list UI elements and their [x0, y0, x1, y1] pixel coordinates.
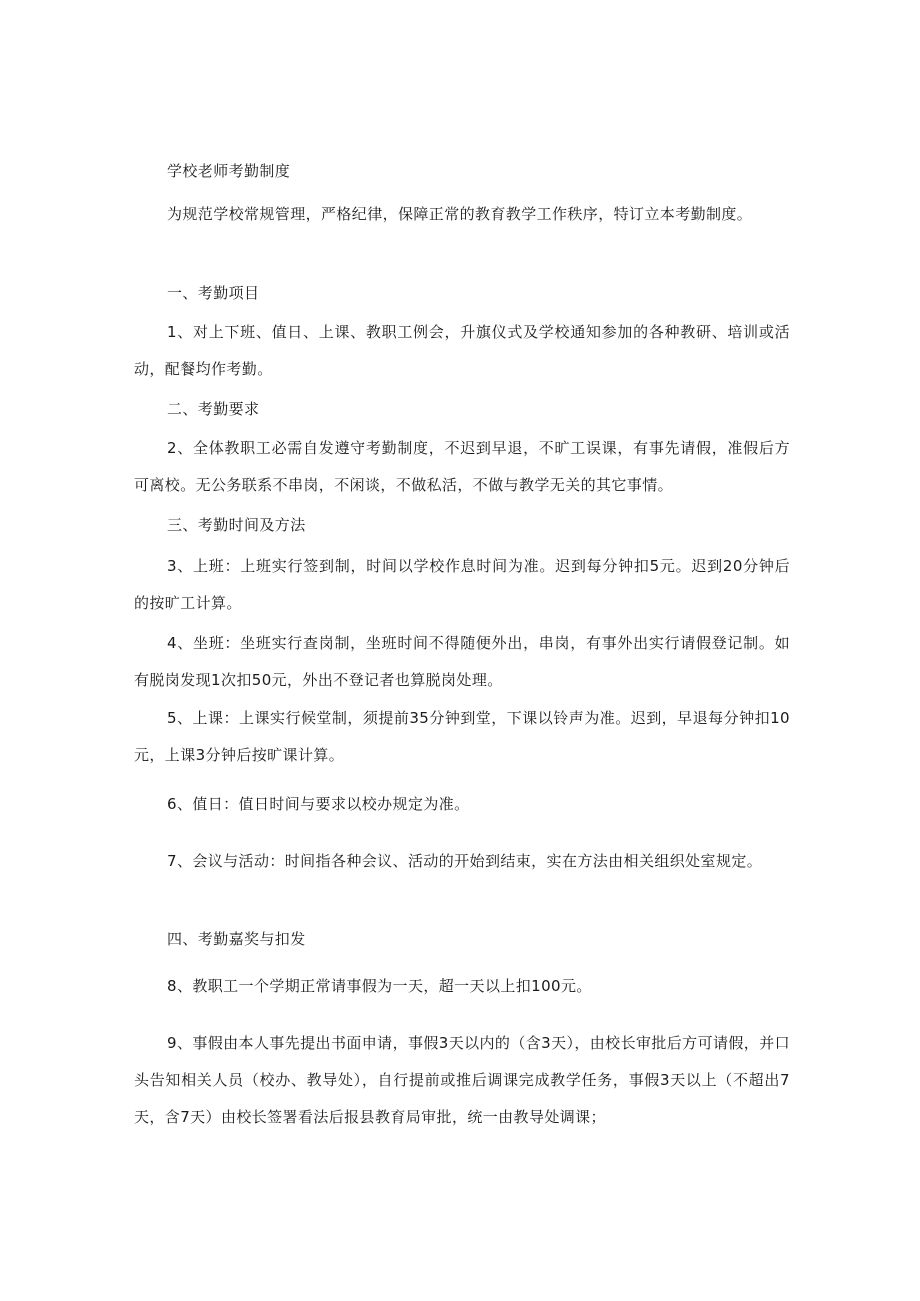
intro-paragraph: 为规范学校常规管理，严格纪律，保障正常的教育教学工作秩序，特订立本考勤制度。	[167, 205, 753, 223]
clause-6: 6、值日：值日时间与要求以校办规定为准。	[167, 795, 470, 813]
clause-2: 2、全体教职工必需自发遵守考勤制度，不迟到早退，不旷工误课，有事先请假，准假后方可离校。无公务联系不串岗，不闲谈，不做私活，不做与教学无关的其它事情。	[134, 439, 790, 494]
section-heading-3: 三、考勤时间及方法	[167, 516, 306, 534]
clause-8: 8、教职工一个学期正常请事假为一天，超一天以上扣100元。	[167, 977, 592, 995]
clause-4: 4、坐班：坐班实行查岗制，坐班时间不得随便外出，串岗，有事外出实行请假登记制。如有脱岗发现1次扣50元，外出不登记者也算脱岗处理。	[134, 634, 790, 689]
clause-7: 7、会议与活动：时间指各种会议、活动的开始到结束，实在方法由相关组织处室规定。	[167, 852, 763, 870]
section-heading-2: 二、考勤要求	[167, 400, 260, 418]
document-title: 学校老师考勤制度	[167, 162, 291, 180]
clause-5: 5、上课：上课实行候堂制，须提前35分钟到堂，下课以铃声为准。迟到，早退每分钟扣10元，上课3分钟后按旷课计算。	[134, 709, 790, 764]
clause-3: 3、上班：上班实行签到制，时间以学校作息时间为准。迟到每分钟扣5元。迟到20分钟后的按旷工计算。	[134, 557, 790, 612]
clause-1: 1、对上下班、值日、上课、教职工例会，升旗仪式及学校通知参加的各种教研、培训或活动，配餐均作考勤。	[134, 323, 790, 378]
clause-9: 9、事假由本人事先提出书面申请，事假3天以内的（含3天），由校长审批后方可请假，并口头告知相关人员（校办、教导处），自行提前或推后调课完成教学任务，事假3天以上（不超出7天，含7天）由校长签署看法后报县教育局审批，统一由教导处调课；	[134, 1034, 790, 1126]
section-heading-1: 一、考勤项目	[167, 284, 260, 302]
section-heading-4: 四、考勤嘉奖与扣发	[167, 930, 306, 948]
